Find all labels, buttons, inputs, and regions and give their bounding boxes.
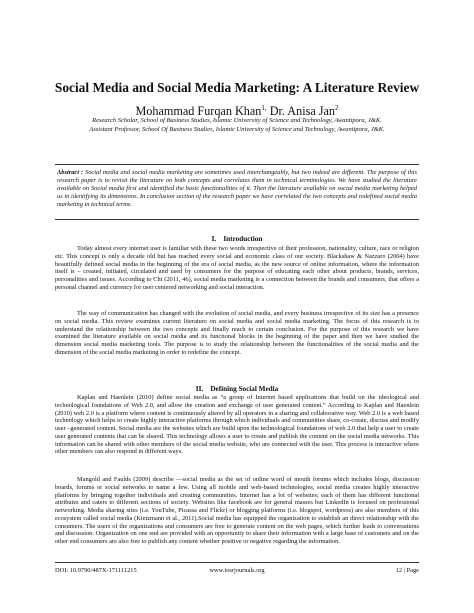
footer-site: www.iosrjournals.org [209,567,265,574]
author-1-superscript: 1, [261,104,267,112]
section-heading-defining-social-media: II. Defining Social Media [195,385,279,393]
abstract-bottom-rule [55,219,419,220]
paper-title: Social Media and Social Media Marketing: A Literature Review [54,80,420,95]
abstract-label: Abstract : [57,169,84,176]
author-1: Mohammad Furqan Khan [135,104,262,119]
author-2: Dr. Anisa Jan [266,104,336,119]
author-line [40,101,434,118]
footer-doi: DOI: 10.9790/487X-171111215 [55,567,137,574]
abstract-top-rule [55,164,419,165]
page-footer [55,566,419,576]
affiliation-2: Assistant Professor, School Of Business Studies, Islamic University of Science and Technology, Awantipora, J&K. [89,125,385,133]
abstract-block [57,169,417,209]
body-paragraph: Kaplan and Haenlein (2010) define social media as “a group of Internet based applications that build on the ideological and technological foundations of Web 2.0, and allow the creation and exchange of user generated content.” According to Kaplan and Haenlein (2010) web 2.0 is a platform where content is continuously altered by all operators in a sharing and collaborative way. Web 2.0 is a web based technology which helps to create highly interactive platforms through which individuals and communities share, co-create, discuss and modify user –generated content. Social media are the websites which are build upon the technological foundations of web 2.0 that help a user to create user generated contents that can be shared. This technology allows a user to create and publish the content on the social media networks. This information can be shared with other members of the social media website, who are connected with the user. This process is interactive where other members can also respond in different ways. [55,394,419,456]
footer-rule [55,562,419,563]
affiliations [52,117,422,134]
abstract-text: Social media and social media marketing are sometimes used interchangeably, but two indeed are different. The purpose of this research paper is to revisit the literature on both concepts and correlates them in technical terminologies. We have studied the literature available on Social media first and identified the basic functionalities of it. Then the literature available on social media marketing helped us in identifying its dimensions. In conclusion section of the research paper we have correlated the two concepts and redefined social media marketing in technical terms. [57,169,417,208]
body-paragraph: Mangold and Faulds (2009) describe —social media as the set of online word of mouth forums which includes blogs, discussion boards, forums or social networks to name a few. Using all mobile and web-based technologies, social media creates highly interactive platforms by bringing together individuals and creating communities. Internet has a lot of websites; each of them has different functional attributes and caters to different sections of society. Websites like facebook are for general masses but LinkedIn is focused on professional networking. Media sharing sites (i.e. YouTube, Picassa and Flickr) or blogging platforms (i.e. blogspot, wordpress) are also members of this ecosystem called social media (Kietzmann et al., 2011).Social media has equipped the organization to establish an direct relationship with the consumers. The users of the organizations and consumers are free to generate content on the web pages, which further leads to conversations and discussion. Organization on one end are provided with an opportunity to share their information with a large base of customers and on the other end consumers are also free to publish any content whether positive or negative regarding the information. [55,476,419,545]
footer-page-number: 12 | Page [395,567,419,574]
affiliation-1: Research Scholar, School of Business Studies, Islamic University of Science and Technology, Awantipora, J&K. [92,117,382,124]
author-2-superscript: 2 [335,104,339,112]
body-paragraph: The way of communication has changed with the evolution of social media, and every business irrespective of its size has a presence on social media. This review examines current literature on social media and social media marketing. The focus of this research is to understand the relationship between the two concepts and finally reach to certain conclusion. For the purpose of this research we have examined the literature available on social media and its functional blocks in the beginning of the paper and then we have studied the dimension social media marketing tools. The purpose is to study the relationship between the functionalities of the social media and the dimension of the social media marketing in order to redefine the concept. [55,310,419,356]
section-heading-introduction: I. Introduction [211,235,263,243]
body-paragraph: Today almost every internet user is familiar with these two words irrespective of their profession, nationality, culture, race or religion etc. This concept is only a decade old but has reached every social and economic class of our society. Blackshaw & Nazzaro (2004) have beautifully defined social media in the beginning of the era of social media, as the new source of online information, where the information itself is – created, initiated, circulated and used by consumers for the purpose of educating each other about products, brands, services, personalities and issues. According to Chi (2011, 46), social media marketing is a connection between the brands and consumers, that offers a personal channel and currency for user centered networking and social interaction. [55,245,419,291]
